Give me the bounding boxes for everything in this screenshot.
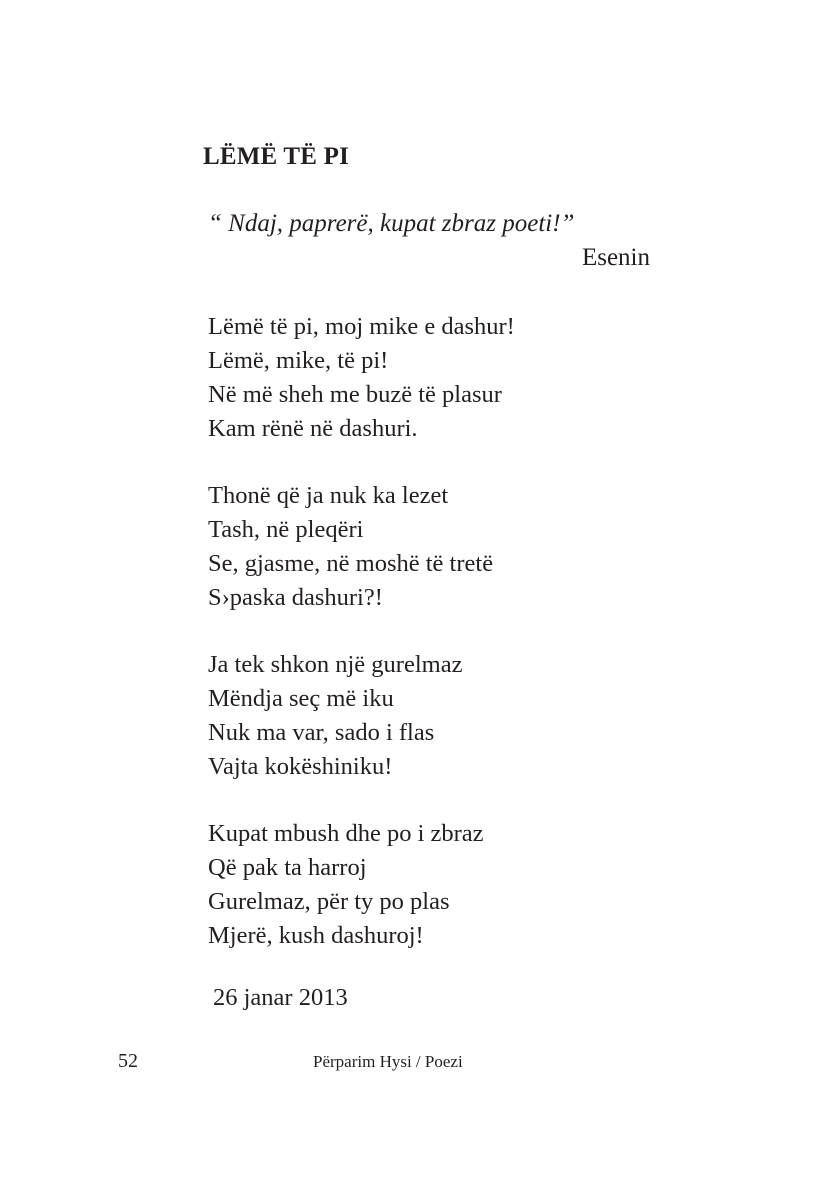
verse-line: Mëndja seç më iku (208, 685, 394, 712)
verse-line: Tash, në pleqëri (208, 516, 364, 543)
verse-line: Kupat mbush dhe po i zbraz (208, 820, 484, 847)
page-number: 52 (118, 1050, 138, 1072)
poem-body (208, 310, 515, 986)
verse-line: Vajta kokëshiniku! (208, 753, 393, 780)
verse-line: S›paska dashuri?! (208, 584, 383, 611)
verse-line: Lëmë, mike, të pi! (208, 347, 389, 374)
verse-line: Nuk ma var, sado i flas (208, 719, 435, 746)
stanza (208, 310, 515, 446)
verse-line: Kam rënë në dashuri. (208, 415, 418, 442)
stanza (208, 648, 515, 784)
verse-line: Gurelmaz, për ty po plas (208, 888, 450, 915)
verse-line: Thonë që ja nuk ka lezet (208, 482, 449, 509)
verse-line: Që pak ta harroj (208, 854, 367, 881)
stanza (208, 817, 515, 953)
verse-line: Se, gjasme, në moshë të tretë (208, 550, 494, 577)
verse-line: Në më sheh me buzë të plasur (208, 381, 502, 408)
epigraph-author: Esenin (581, 244, 650, 271)
poem-title: LËMË TË PI (203, 143, 350, 170)
verse-line: Mjerë, kush dashuroj! (208, 922, 424, 949)
verse-line: Lëmë të pi, moj mike e dashur! (208, 313, 515, 340)
stanza (208, 479, 515, 615)
verse-line: Ja tek shkon një gurelmaz (208, 651, 463, 678)
running-footer: Përparim Hysi / Poezi (313, 1052, 463, 1071)
poem-date: 26 janar 2013 (213, 984, 348, 1011)
epigraph-quote: “ Ndaj, paprerë, kupat zbraz poeti!” (208, 210, 575, 237)
